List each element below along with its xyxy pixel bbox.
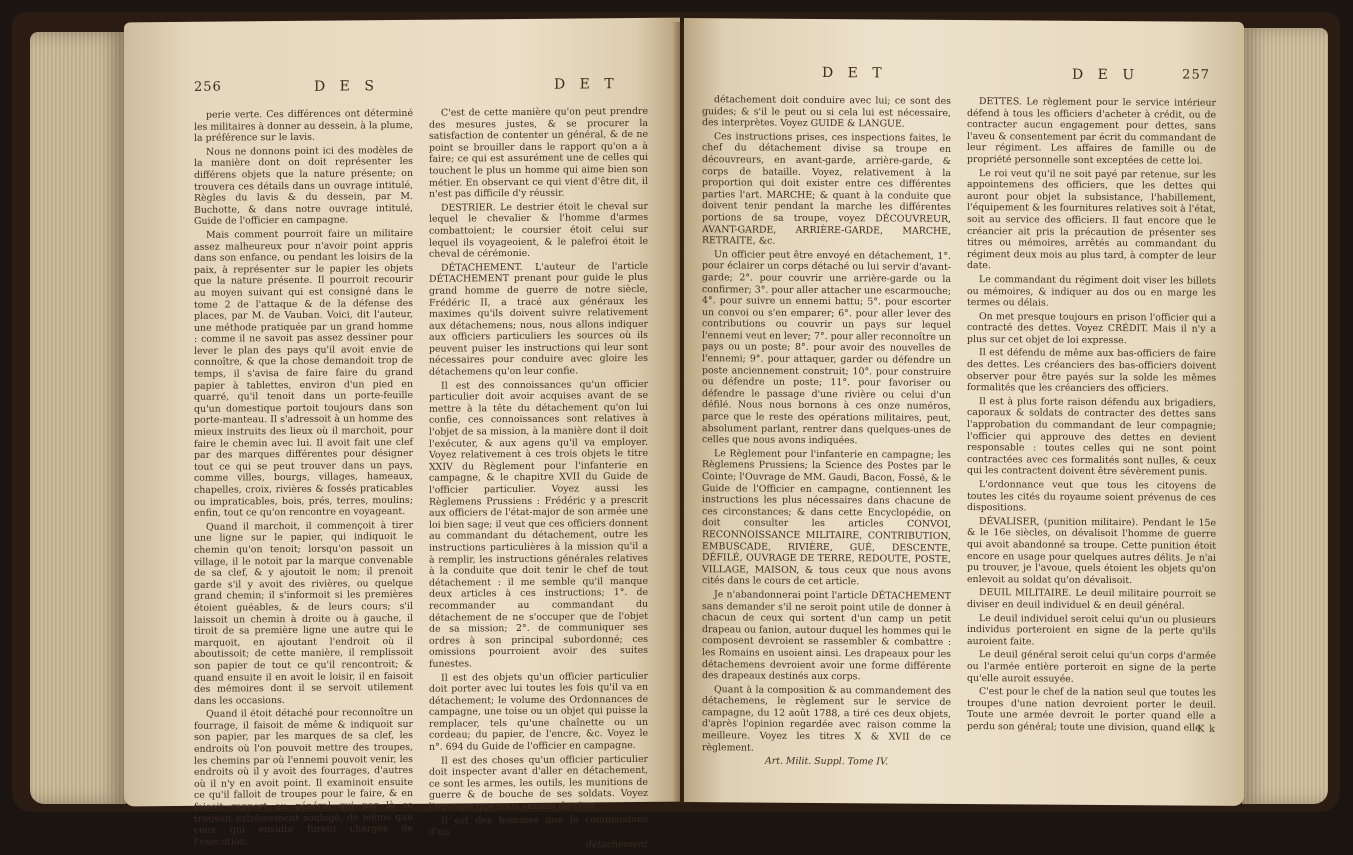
left-page-header bbox=[194, 76, 648, 104]
paragraph: Le commandant du régiment doit viser les billets ou mémoires, & indiquer au dos ou en marge les termes ou délais. bbox=[967, 274, 1216, 309]
paragraph: C'est pour le chef de la nation seul que toutes les troupes d'une nation devroient porter le deuil. Toute une armée devroit le porter quand elle a perdu son général; toute une division, quand elle bbox=[967, 686, 1216, 734]
text-column bbox=[194, 108, 413, 854]
paragraph: Il est à plus forte raison défendu aux brigadiers, caporaux & soldats de contracter des dettes sans l'approbation du commandant de leur compagnie; l'officier qui approuve des dettes en devient responsable : toutes celles qui ne sont point contractées avec ces formalités sont nulles, & ceux qui les contractent doivent être sévèrement punis. bbox=[967, 395, 1216, 479]
book bbox=[12, 12, 1340, 851]
paragraph: Je n'abandonnerai point l'article DÉTACHEMENT sans demander s'il ne seroit point utile de donner à chacun de ceux qui sortent d'un camp un petit drapeau ou fanion, autour duquel les hommes qui le composent devroient se rassembler & combattre : les Romains en usoient ainsi. Les drapeaux pour les détachemens devroient avoir une forme différente des drapeaux destinés aux corps. bbox=[702, 589, 951, 683]
left-page bbox=[124, 18, 680, 851]
paragraph: L'ordonnance veut que tous les citoyens de toutes les cités du royaume soient prévenus de ces dispositions. bbox=[967, 479, 1216, 514]
paragraph: Il est des hommes que le commandans d'un bbox=[429, 813, 648, 838]
paragraph: Le deuil individuel seroit celui qu'un ou plusieurs individus porteroient en signe de la perte qu'ils auroient faite. bbox=[967, 612, 1216, 648]
paragraph: Il est des connoissances qu'un officier particulier doit avoir acquises avant de se mettre à la tête du détachement qu'on lui confie, ces connoissances sont relatives à l'objet de sa mission, à la manière dont il doit l'exécuter, & aux agens qu'il va employer. Voyez relativement à ces trois objets le titre XXIV du Règlement pour l'infanterie en campagne, & le chapitre XVII du Guide de l'officier particulier. Voyez aussi les Règlemens Prussiens : Frédéric y a prescrit aux officiers de l'état-major de son armée une loi bien sage; il veut que ces officiers donnent au commandant du détachement, outre les instructions particulières à la mission qu'il a à remplir, les instructions générales relatives à la conduite que doit tenir le chef de tout détachement : il me semble qu'il manque deux articles à ces instructions; 1°. de recommander au commandant du détachement de ne s'occuper que de l'objet de sa mission; 2°. de communiquer ses ordres à son principal subordonné; ces omissions pourroient avoir des suites funestes. bbox=[429, 378, 648, 670]
running-head: D E T bbox=[822, 65, 887, 82]
paragraph: Il est défendu de même aux bas-officiers de faire des dettes. Les créanciers des bas-officiers doivent observer pour être payés sur la solde les mêmes formalités que les créanciers des officiers. bbox=[967, 347, 1216, 395]
paragraph: Mais comment pourroit faire un militaire assez malheureux pour n'avoir point appris dans son enfance, ou pendant les loisirs de la paix, à représenter sur le papier les objets que la nature présente. Il pourroit recourir au moyen suivant qui est consigné dans le tome 2 de l'attaque & de la défense des places, par M. de Vauban. Voici, dit l'auteur, une méthode pratiquée par un grand homme : comme il ne savoit pas assez dessiner pour lever le plan des pays qu'il avoit envie de connoître, & que la chose demandoit trop de temps, il s'avisa de faire faire du grand papier à tablettes, environ d'un pied en quarré, qu'il tenoit dans un porte-feuille qu'un domestique portoit toujours dans son porte-manteau. Il s'adressoit à un homme des mieux instruits des lieux où il marchoit, pour faire le chemin avec lui. Il avoit fait une clef par des marques différentes pour désigner tout ce qui se peut trouver dans un pays, comme villes, bourgs, villages, hameaux, chapelles, croix, rivières & fossés praticables ou impraticables, bois, prés, terres, moulins; enfin, tout ce qu'on rencontre en voyageant. bbox=[194, 227, 413, 520]
catchword: détachement bbox=[586, 838, 648, 851]
entry-dettes: DETTES. Le règlement pour le service intérieur défend à tous les officiers d'acheter à crédit, ou de contracter aucun engagement pour dettes, sans l'aveu & consentement par écrit du commandant de leur régiment. Les affaires de famille ou de propriété personnelle sont exceptées de cette loi. bbox=[967, 96, 1216, 167]
text-column bbox=[967, 96, 1216, 771]
paragraph: perie verte. Ces différences ont déterminé les militaires à donner au dessein, à la plume, la préférence sur le lavis. bbox=[194, 107, 413, 145]
left-page-edges bbox=[30, 32, 126, 804]
entry-detachement: DÉTACHEMENT. L'auteur de l'article DÉTACHEMENT prenant pour guide le plus grand homme de guerre de notre siècle, Frédéric II, a tracé aux généraux les maximes qu'ils doivent suivre relativement aux détachemens; nous, nous allons indiquer aux officiers particuliers les sources où ils peuvent puiser les instructions qui leur sont nécessaires pour conduire avec gloire les détachemens qu'on leur confie. bbox=[429, 260, 648, 378]
paragraph: On met presque toujours en prison l'officier qui a contracté des dettes. Voyez CRÉDIT. Mais il n'y a plus sur cet objet de loi expresse. bbox=[967, 310, 1216, 347]
running-head: D E U bbox=[1072, 66, 1140, 84]
signature-mark: K k bbox=[1197, 724, 1216, 736]
paragraph: détachement doit conduire avec lui; ce sont des guides; & s'il le peut ou si cela lui est nécessaire, des interprètes. Voyez GUIDE & LANGUE. bbox=[702, 94, 951, 130]
paragraph: Ces instructions prises, ces inspections faites, le chef du détachement divise sa troupe en découvreurs, en avant-garde, arrière-garde, & corps de bataille. Voyez, relativement à la proportion qui doit exister entre ces différentes parties l'art. MARCHE; & quant à la conduite que doivent tenir pendant la marche les différentes portions de sa troupe, voyez DÉCOUVREUR, AVANT-GARDE, ARRIÈRE-GARDE, MARCHE, RETRAITE, &c. bbox=[702, 131, 951, 247]
paragraph: Quand il marchoit, il commençoit à tirer une ligne sur le papier, qui indiquoit le chemin qu'on tenoit; lorsqu'on passoit un village, il le notoit par la marque convenable de sa clef, & y ajoutoit le nom; il prenoit garde s'il y avoit des rivières, ou quelque grand chemin; il s'informoit si les premières étoient guéables, & de leurs cours; s'il laissoit un chemin à droite ou à gauche, il tiroit de sa première ligne une autre qui le marquoit, en ajoutant l'endroit où il aboutissoit; de cette manière, il remplissoit son papier de tout ce qu'il rencontroit; & quand ensuite il en avoit le loisir, il en faisoit des mémoires dont il se servoit utilement dans les occasions. bbox=[194, 519, 413, 707]
paragraph: Il est des objets qu'un officier particulier doit porter avec lui toutes les fois qu'il va en détachement; le volume des Ordonnances de campagne, une toise ou un objet qui puisse la remplacer, tels qu'une chaînette ou un cordeau; du papier, de l'encre, &c. Voyez le n°. 694 du Guide de l'officier en campagne. bbox=[429, 670, 648, 753]
volume-footer: Art. Milit. Suppl. Tome IV. bbox=[764, 755, 889, 768]
paragraph: Quant à la composition & au commandement des détachemens, le règlement sur le service de campagne, du 12 août 1788, a tiré ces deux objets, d'après l'opinion regardée avec raison comme la meilleure. Voyez les titres X & XVII de ce règlement. bbox=[702, 683, 951, 754]
page-number: 256 bbox=[194, 79, 222, 95]
text-column bbox=[702, 94, 951, 769]
text-column bbox=[429, 106, 648, 852]
paragraph: Nous ne donnons point ici des modèles de la manière dont on doit représenter les différens objets que la nature présente; on trouvera ces détails dans un ouvrage intitulé, Règles du lavis & du dessein, par M. Buchotte, & dans notre ouvrage intitulé, Guide de l'officier en campagne. bbox=[194, 144, 413, 228]
paragraph: Un officier peut être envoyé en détachement, 1°. pour éclairer un corps détaché ou lui servir d'avant-garde; 2°. pour couvrir une arrière-garde ou la confirmer; 3°. pour aller attacher une escarmouche; 4°. pour suivre un ennemi battu; 5°. pour escorter un convoi ou s'en emparer; 6°. pour aller lever des contributions ou couvrir un pays sur lequel l'ennemi veut en lever; 7°. pour aller reconnoître un pays ou un poste; 8°. pour avoir des nouvelles de l'ennemi; 9°. pour attaquer, garder ou défendre un poste anciennement construit; 10°. pour construire ou défendre un poste; 11°. pour favoriser ou défendre le passage d'une rivière ou celui d'un défilé. Nous nous bornons à ces onze numéros, parce que le reste des opérations militaires, peut, absolument parlant, rentrer dans quelques-unes de celles que nous avons indiquées. bbox=[702, 248, 951, 447]
entry-deuil-militaire: DEUIL MILITAIRE. Le deuil militaire pourroit se diviser en deuil individuel & en deuil général. bbox=[967, 587, 1216, 612]
page-number: 257 bbox=[1182, 67, 1210, 83]
right-page bbox=[684, 18, 1244, 806]
paragraph: Quand il étoit détaché pour reconnoître un fourrage, il faisoit de même & indiquoit sur son papier, par les marques de sa clef, les endroits où l'on pouvoit mettre des troupes, les chemins par où l'ennemi pouvoit venir, les endroits où il y avoit des fourrages, d'autres où il n'y en avoit point. Il examinoit ensuite ce qu'il falloit de troupes pour le faire, & en faisoit rapport au général qui par là se trouvoit extrêmement soulagé, de même que ceux qui ensuite furent chargés de l'exécution. bbox=[194, 707, 413, 848]
running-head: D E S bbox=[314, 78, 379, 95]
paragraph: C'est de cette manière qu'on peut prendre des mesures justes, & se procurer la satisfaction de contenter un général, & de ne point se brouiller dans le rapport qu'on a à faire; ce qui est assurément une de celles qui touchent le plus un homme qui aime bien son métier. En observant ce qui vient d'être dit, il n'est pas difficile d'y réussir. bbox=[429, 105, 648, 200]
right-page-edges bbox=[1242, 28, 1328, 804]
entry-devaliser: DÉVALISER, (punition militaire). Pendant le 15e & le 16e siècles, on dévalisoit l'homme de guerre qui avoit abandonné sa troupe. Cette punition étoit encore en usage pour quelques autres délits. Je n'ai pu trouver, je l'avoue, quels étoient les objets qu'on enlevoit au soldat qu'on dévalisoit. bbox=[967, 515, 1216, 586]
running-head: D E T bbox=[554, 76, 619, 93]
paragraph: Le roi veut qu'il ne soit payé par retenue, sur les appointemens des officiers, que les dettes qui auront pour objet la subsistance, l'habillement, l'équipement & les fournitures relatives soit à l'état, soit au service des officiers. Il faut encore que le créancier ait pris la précaution de présenter ses titres ou mémoires, arrêtés au commandant du régiment deux mois au plus tard, à compter de leur date. bbox=[967, 167, 1216, 272]
entry-destrier: DESTRIER. Le destrier étoit le cheval sur lequel le chevalier & l'homme d'armes combattoient; le coursier étoit celui sur lequel ils voyageoient, & le palefroi étoit le cheval de cérémonie. bbox=[429, 200, 648, 260]
paragraph: Le deuil général seroit celui qu'un corps d'armée ou l'armée entière porteroit en signe de la perte qu'elle auroit essuyée. bbox=[967, 649, 1216, 685]
paragraph: Il est des choses qu'un officier particulier doit inspecter avant d'aller en détachement, ce sont les armes, les outils, les munitions de guerre & de bouche de ses soldats. Voyez l'ouvrage que nous venons de citer. bbox=[429, 753, 648, 813]
paragraph: Le Règlement pour l'infanterie en campagne; les Règlemens Prussiens; la Science des Postes par le Cointe; l'Ouvrage de MM. Gaudi, Bacon, Fossé, & le Guide de l'Officier en campagne, contiennent les instructions les plus nécessaires dans chacune de ces circonstances; & dans cette Encyclopédie, on doit consulter les articles CONVOI, RECONNOISSANCE MILITAIRE, CONTRIBUTION, EMBUSCADE, RIVIÈRE, GUÉ, DESCENTE, DÉFILÉ, OUVRAGE DE TERRE, REDOUTE, POSTE, VILLAGE, MAISON, & tous ceux que nous avons cités dans le cours de cet article. bbox=[702, 448, 951, 588]
right-page-header bbox=[702, 64, 1216, 92]
